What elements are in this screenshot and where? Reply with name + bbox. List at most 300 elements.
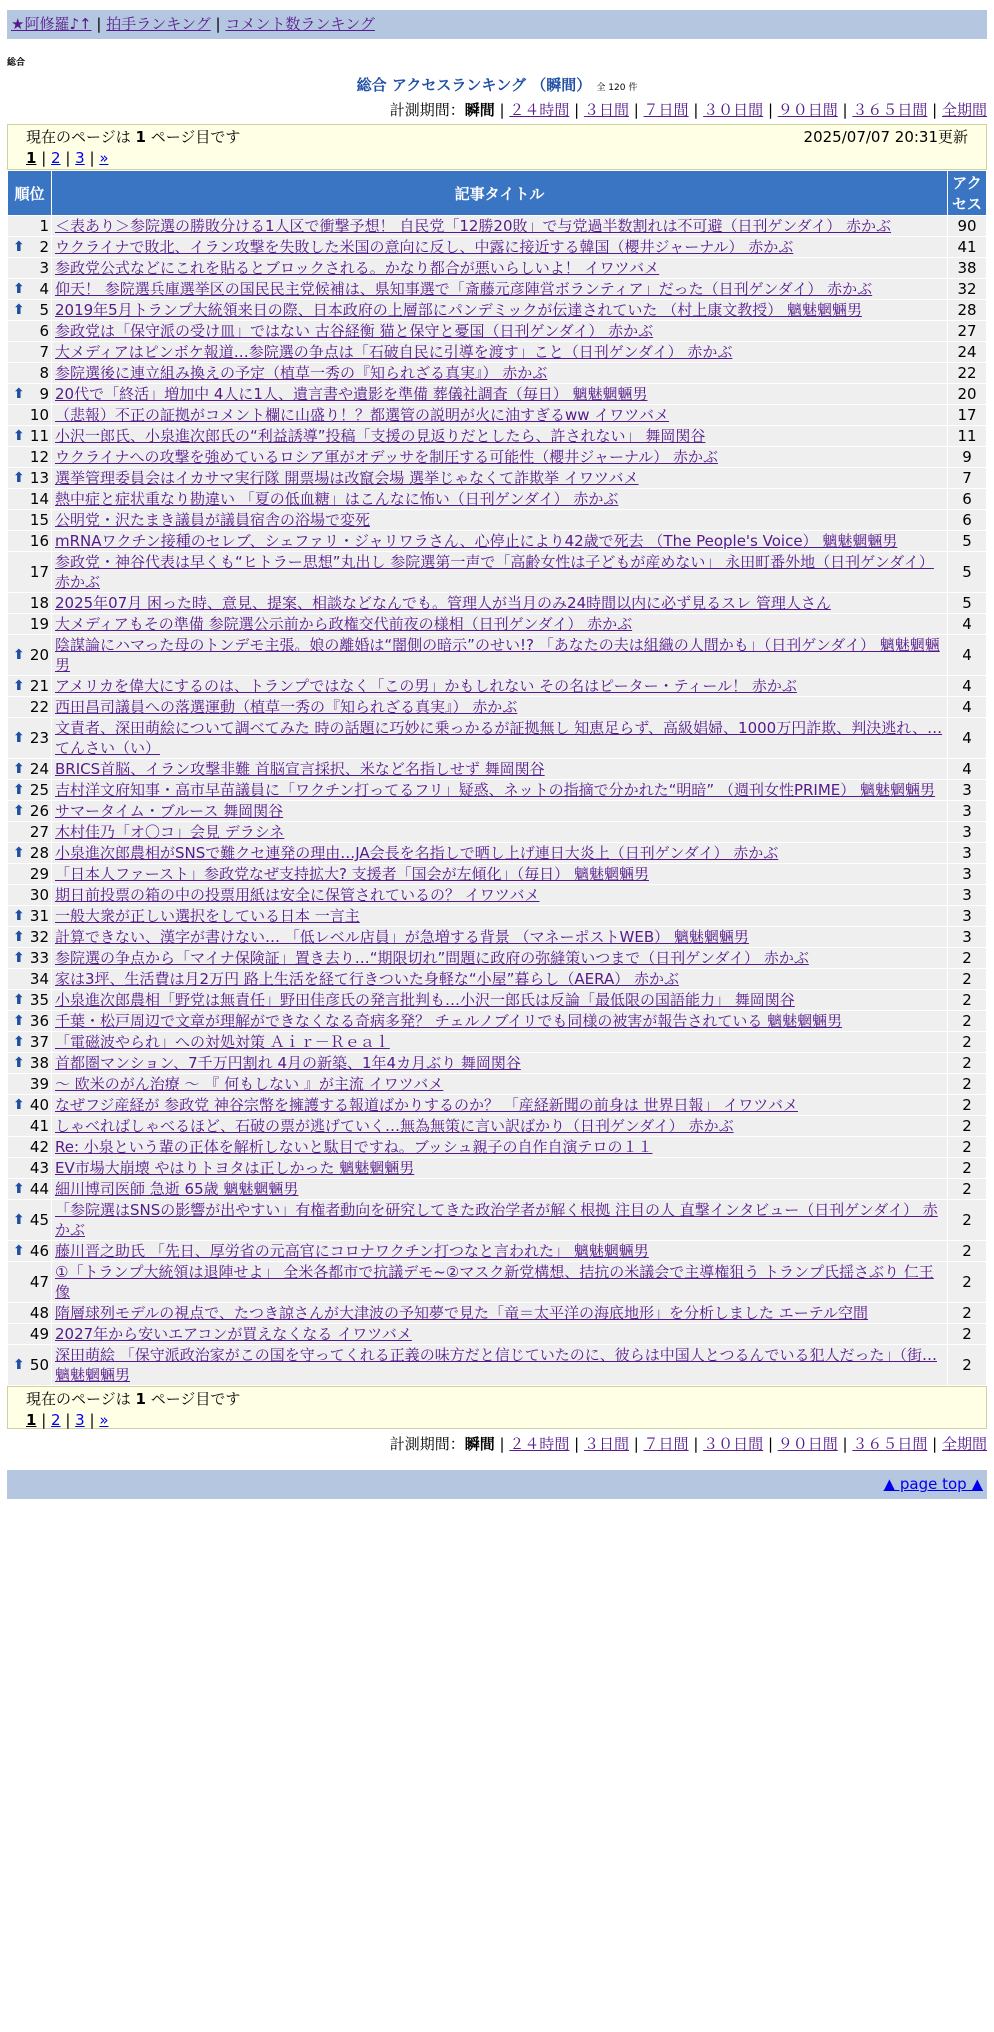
rank-cell	[8, 1116, 52, 1137]
title-cell	[52, 1116, 948, 1137]
pager-separator: |	[60, 149, 76, 167]
page-status	[26, 127, 240, 148]
table-row	[8, 969, 987, 990]
page-status	[26, 1389, 240, 1410]
access-count: 22	[948, 363, 987, 384]
title-cell	[52, 1137, 948, 1158]
article-link[interactable]: 参政党公式などにこれを貼るとブロックされる。かなり都合が悪いらしいよ！ イワツバメ	[55, 259, 660, 277]
rank-cell	[8, 593, 52, 614]
rank-up-arrow-icon: ⬆	[13, 992, 25, 1008]
access-count: 6	[948, 510, 987, 531]
rank-cell	[8, 718, 52, 759]
rank-cell	[8, 447, 52, 468]
article-link[interactable]: （悲報）不正の証拠がコメント欄に山盛り！？都選管の説明が火に油すぎるww イワツバメ	[55, 406, 670, 424]
title-cell	[52, 384, 948, 405]
table-row	[8, 1303, 987, 1324]
access-count: 4	[948, 614, 987, 635]
rank-number: 9	[39, 385, 49, 403]
table-row	[8, 384, 987, 405]
page-status-suffix: ページ目です	[150, 1390, 241, 1408]
rank-up-arrow-icon: ⬆	[13, 950, 25, 966]
period-separator: |	[927, 1435, 942, 1453]
title-cell	[52, 342, 948, 363]
article-link[interactable]: 仰天！ 参院選兵庫選挙区の国民民主党候補は、県知事選で「斎藤元彦陣営ボランティア」だった（日刊ゲンダイ） 赤かぶ	[55, 280, 873, 298]
rank-cell	[8, 1303, 52, 1324]
article-link[interactable]: 選挙管理委員会はイカサマ実行隊 開票場は改竄会場 選挙じゃなくて詐欺挙 イワツバメ	[55, 469, 639, 487]
access-count: 41	[948, 237, 987, 258]
article-link[interactable]: 小泉進次郎農相「野党は無責任」野田佳彦氏の発言批判も…小沢一郎氏は反論「最低限の国語能力」 舞岡関谷	[55, 991, 795, 1009]
article-link[interactable]: サマータイム・ブルース 舞岡関谷	[55, 802, 284, 820]
title-cell	[52, 447, 948, 468]
table-row	[8, 1095, 987, 1116]
article-link[interactable]: 参政党・神谷代表は早くも“ヒトラー思想”丸出し 参院選第一声で「高齢女性は子どもが産めない」 永田町番外地（日刊ゲンダイ） 赤かぶ	[55, 553, 934, 591]
table-row	[8, 552, 987, 593]
table-row	[8, 258, 987, 279]
article-link[interactable]: ウクライナで敗北、イラン攻撃を失敗した米国の意向に反し、中露に接近する韓国（櫻井ジャーナル） 赤かぶ	[55, 238, 794, 256]
rank-cell	[8, 531, 52, 552]
article-link[interactable]: 「日本人ファースト」参政党なぜ支持拡大? 支援者「国会が左傾化」（毎日） 魑魅魍魎男	[55, 865, 649, 883]
rank-cell	[8, 948, 52, 969]
table-row	[8, 759, 987, 780]
article-link[interactable]: Re: 小泉という輩の正体を解析しないと駄目ですね。ブッシュ親子の自作自演テロの１１	[55, 1138, 653, 1156]
period-separator: |	[628, 101, 644, 119]
pager-next-link[interactable]: »	[99, 1411, 109, 1429]
access-count: 20	[948, 384, 987, 405]
rank-up-arrow-icon: ⬆	[13, 386, 25, 402]
rank-number: 48	[29, 1304, 49, 1322]
title-cell	[52, 593, 948, 614]
pagination-box-bottom	[7, 1386, 987, 1429]
pager-separator: |	[36, 149, 52, 167]
table-row	[8, 718, 987, 759]
rank-number: 35	[29, 991, 49, 1009]
title-cell	[52, 489, 948, 510]
title-cell	[52, 969, 948, 990]
table-row	[8, 531, 987, 552]
pager-separator: |	[84, 1411, 100, 1429]
table-row	[8, 948, 987, 969]
top-navigation	[7, 10, 987, 39]
rank-number: 32	[29, 928, 49, 946]
period-option[interactable]: ２４時間	[509, 1435, 570, 1453]
table-row	[8, 1324, 987, 1345]
article-link[interactable]: 藤川晋之助氏 「先日、厚労省の元高官にコロナワクチン打つなと言われた」 魑魅魍魎男	[55, 1242, 649, 1260]
period-option[interactable]: ２４時間	[509, 101, 570, 119]
access-count: 2	[948, 1262, 987, 1303]
period-label: 計測期間：	[389, 1435, 465, 1453]
access-count: 2	[948, 1200, 987, 1241]
rank-number: 8	[39, 364, 49, 382]
rank-number: 4	[39, 280, 49, 298]
period-separator: |	[688, 101, 704, 119]
period-separator: |	[763, 1435, 778, 1453]
table-row	[8, 990, 987, 1011]
title-cell	[52, 552, 948, 593]
title-cell	[52, 1200, 948, 1241]
title-cell	[52, 1032, 948, 1053]
title-cell	[52, 1011, 948, 1032]
article-link[interactable]: 熱中症と症状重なり勘違い 「夏の低血糖」はこんなに怖い（日刊ゲンダイ） 赤かぶ	[55, 490, 619, 508]
rank-cell	[8, 822, 52, 843]
table-row	[8, 780, 987, 801]
article-link[interactable]: アメリカを偉大にするのは、トランプではなく「この男」かもしれない その名はピーター・ティール！ 赤かぶ	[55, 677, 797, 695]
period-label: 計測期間：	[389, 101, 465, 119]
table-row	[8, 614, 987, 635]
article-link[interactable]: BRICS首脳、イラン攻撃非難 首脳宣言採択、米など名指しせず 舞岡関谷	[55, 760, 545, 778]
access-count: 3	[948, 885, 987, 906]
page-status-row	[26, 1389, 968, 1410]
title-cell	[52, 780, 948, 801]
period-selector	[7, 99, 987, 120]
rank-cell	[8, 780, 52, 801]
pager-page-link[interactable]: 2	[51, 1411, 61, 1429]
access-count: 5	[948, 531, 987, 552]
rank-up-arrow-icon: ⬆	[13, 1357, 25, 1373]
title-cell	[52, 1158, 948, 1179]
pager	[26, 148, 968, 169]
period-separator: |	[628, 1435, 644, 1453]
updated-timestamp: 2025/07/07 20:31更新	[803, 128, 968, 146]
rank-number: 45	[29, 1211, 49, 1229]
rank-number: 21	[29, 677, 49, 695]
title-cell	[52, 635, 948, 676]
rank-cell	[8, 363, 52, 384]
rank-cell	[8, 468, 52, 489]
rank-number: 20	[29, 646, 49, 664]
pager-page-link[interactable]: 3	[75, 1411, 85, 1429]
rank-up-arrow-icon: ⬆	[13, 647, 25, 663]
rank-cell	[8, 384, 52, 405]
rank-number: 37	[29, 1033, 49, 1051]
article-link[interactable]: 深田萌絵 「保守派政治家がこの国を守ってくれる正義の味方だと信じていたのに、彼らは中国人とつるんでいる犯人だった」（街… 魑魅魍魎男	[55, 1346, 937, 1384]
comment-ranking-link[interactable]: コメント数ランキング	[225, 15, 375, 33]
rank-number: 31	[29, 907, 49, 925]
period-option[interactable]: ３日間	[583, 101, 629, 119]
rank-cell	[8, 489, 52, 510]
title-cell	[52, 801, 948, 822]
title-cell	[52, 1053, 948, 1074]
current-page-number: 1	[135, 1390, 146, 1408]
article-link[interactable]: 細川博司医師 急逝 65歳 魑魅魍魎男	[55, 1180, 299, 1198]
period-option[interactable]: ３０日間	[703, 101, 764, 119]
table-row	[8, 822, 987, 843]
access-count: 2	[948, 1053, 987, 1074]
article-link[interactable]: 「参院選はSNSの影響が出やすい」有権者動向を研究してきた政治学者が解く根拠 注目の人 直撃インタビュー（日刊ゲンダイ） 赤かぶ	[55, 1201, 938, 1239]
access-count: 4	[948, 635, 987, 676]
rank-cell	[8, 843, 52, 864]
footer-bar	[7, 1470, 987, 1499]
page-status-prefix: 現在のページは	[26, 128, 131, 146]
table-row	[8, 321, 987, 342]
rank-cell	[8, 426, 52, 447]
access-count: 17	[948, 405, 987, 426]
rank-number: 12	[29, 448, 49, 466]
article-link[interactable]: mRNAワクチン接種のセレブ、シェファリ・ジャリワラさん、心停止により42歳で死去 （The People's Voice） 魑魅魍魎男	[55, 532, 898, 550]
period-separator: |	[494, 101, 510, 119]
rank-number: 13	[29, 469, 49, 487]
home-link[interactable]: ★阿修羅♪↑	[11, 15, 92, 33]
access-count: 2	[948, 1345, 987, 1386]
period-option[interactable]: ９０日間	[777, 1435, 838, 1453]
rank-cell	[8, 1074, 52, 1095]
access-count: 2	[948, 1137, 987, 1158]
page-top-link[interactable]: ▲ page top ▲	[883, 1475, 983, 1493]
rank-number: 7	[39, 343, 49, 361]
pager-page-link[interactable]: 2	[51, 149, 61, 167]
rank-up-arrow-icon: ⬆	[13, 1243, 25, 1259]
period-option[interactable]: ３０日間	[703, 1435, 764, 1453]
title-cell	[52, 885, 948, 906]
article-link[interactable]: 家は3坪、生活費は月2万円 路上生活を経て行きついた身軽な“小屋”暮らし（AERA） 赤かぶ	[55, 970, 679, 988]
title-cell	[52, 948, 948, 969]
rank-number: 38	[29, 1054, 49, 1072]
article-link[interactable]: 西田昌司議員への落選運動（植草一秀の『知られざる真実』） 赤かぶ	[55, 698, 518, 716]
table-row	[8, 447, 987, 468]
period-current: 瞬間	[464, 101, 495, 119]
title-cell	[52, 321, 948, 342]
article-link[interactable]: しゃべればしゃべるほど、石破の票が逃げていく…無為無策に言い訳ばかり（日刊ゲンダイ） 赤かぶ	[55, 1117, 734, 1135]
table-row	[8, 1241, 987, 1262]
table-row	[8, 1137, 987, 1158]
period-option[interactable]: ３６５日間	[852, 101, 928, 119]
nav-separator: |	[215, 15, 226, 33]
table-row	[8, 593, 987, 614]
article-link[interactable]: 参院選後に連立組み換えの予定（植草一秀の『知られざる真実』） 赤かぶ	[55, 364, 548, 382]
access-count: 3	[948, 780, 987, 801]
access-count: 3	[948, 843, 987, 864]
table-row	[8, 906, 987, 927]
article-link[interactable]: 千葉・松戸周辺で文章が理解ができなくなる奇病多発？ チェルノブイリでも同様の被害が報告されている 魑魅魍魎男	[55, 1012, 843, 1030]
rank-up-arrow-icon: ⬆	[13, 1097, 25, 1113]
period-separator: |	[837, 101, 853, 119]
article-link[interactable]: 期日前投票の箱の中の投票用紙は安全に保管されているの？ イワツバメ	[55, 886, 540, 904]
article-link[interactable]: 公明党・沢たまき議員が議員宿舎の浴場で変死	[55, 511, 371, 529]
ranking-title: 総合 アクセスランキング （瞬間）	[356, 76, 592, 94]
period-option[interactable]: ９０日間	[777, 101, 838, 119]
clap-ranking-link[interactable]: 拍手ランキング	[106, 15, 211, 33]
rank-cell	[8, 300, 52, 321]
rank-up-arrow-icon: ⬆	[13, 1055, 25, 1071]
period-option[interactable]: 全期間	[941, 101, 987, 119]
article-link[interactable]: EV市場大崩壊 やはりトヨタは正しかった 魑魅魍魎男	[55, 1159, 415, 1177]
rank-number: 3	[39, 259, 49, 277]
period-option[interactable]: 全期間	[941, 1435, 987, 1453]
table-row	[8, 1116, 987, 1137]
article-link[interactable]: 2025年07月 困った時、意見、提案、相談などなんでも。管理人が当月のみ24時間以内に必ず見るスレ 管理人さん	[55, 594, 831, 612]
access-count: 2	[948, 948, 987, 969]
rank-number: 34	[29, 970, 49, 988]
table-row	[8, 864, 987, 885]
table-row	[8, 405, 987, 426]
rank-cell	[8, 258, 52, 279]
table-row	[8, 1179, 987, 1200]
article-link[interactable]: 大メディアはピンボケ報道…参院選の争点は「石破自民に引導を渡す」こと（日刊ゲンダイ） 赤かぶ	[55, 343, 733, 361]
table-row	[8, 510, 987, 531]
rank-number: 14	[29, 490, 49, 508]
access-count: 27	[948, 321, 987, 342]
table-row	[8, 1074, 987, 1095]
table-row	[8, 216, 987, 237]
rank-cell	[8, 614, 52, 635]
table-row	[8, 635, 987, 676]
title-cell	[52, 843, 948, 864]
title-cell	[52, 1324, 948, 1345]
rank-number: 43	[29, 1159, 49, 1177]
rank-number: 17	[29, 563, 49, 581]
pager-page-link[interactable]: 3	[75, 149, 85, 167]
access-count: 28	[948, 300, 987, 321]
period-option[interactable]: ３６５日間	[852, 1435, 928, 1453]
article-link[interactable]: なぜフジ産経が 参政党 神谷宗幣を擁護する報道ばかりするのか？ 「産経新聞の前身は 世界日報」 イワツバメ	[55, 1096, 798, 1114]
rank-number: 33	[29, 949, 49, 967]
rank-cell	[8, 759, 52, 780]
rank-up-arrow-icon: ⬆	[13, 239, 25, 255]
period-option[interactable]: ７日間	[643, 1435, 689, 1453]
rank-number: 19	[29, 615, 49, 633]
article-link[interactable]: 陰謀論にハマった母のトンデモ主張。娘の離婚は“闇側の暗示”のせい!? 「あなたの夫は組織の人間かも」（日刊ゲンダイ） 魑魅魍魎男	[55, 636, 940, 674]
pager-current-page: 1	[26, 149, 37, 167]
table-row	[8, 237, 987, 258]
pager-separator: |	[84, 149, 100, 167]
article-link[interactable]: 2027年から安いエアコンが買えなくなる イワツバメ	[55, 1325, 412, 1343]
rank-up-arrow-icon: ⬆	[13, 803, 25, 819]
article-link[interactable]: 隋層球列モデルの視点で、たつき諒さんが大津波の予知夢で見た「竜＝太平洋の海底地形」を分析しました エーテル空間	[55, 1304, 868, 1322]
article-link[interactable]: 大メディアもその準備 参院選公示前から政権交代前夜の様相（日刊ゲンダイ） 赤かぶ	[55, 615, 633, 633]
access-count: 24	[948, 342, 987, 363]
rank-cell	[8, 676, 52, 697]
period-separator: |	[494, 1435, 510, 1453]
table-row	[8, 279, 987, 300]
access-header: アクセス	[948, 171, 987, 216]
rank-cell	[8, 1011, 52, 1032]
access-count: 4	[948, 697, 987, 718]
access-count: 4	[948, 759, 987, 780]
title-cell	[52, 1345, 948, 1386]
rank-number: 16	[29, 532, 49, 550]
access-count: 6	[948, 489, 987, 510]
period-separator: |	[569, 1435, 584, 1453]
article-link[interactable]: ＜表あり＞参院選の勝敗分ける1人区で衝撃予想！ 自民党「12勝20敗」で与党過半数割れは不可避（日刊ゲンダイ） 赤かぶ	[55, 217, 892, 235]
rank-number: 28	[29, 844, 49, 862]
title-header: 記事タイトル	[52, 171, 948, 216]
article-link[interactable]: 参院選の争点から「マイナ保険証」置き去り…“期限切れ”問題に政府の弥縫策いつまで（日刊ゲンダイ） 赤かぶ	[55, 949, 809, 967]
article-link[interactable]: ウクライナへの攻撃を強めているロシア軍がオデッサを制圧する可能性（櫻井ジャーナル） 赤かぶ	[55, 448, 718, 466]
article-link[interactable]: ①「トランプ大統領は退陣せよ」 全米各都市で抗議デモ~②マスク新党構想、拮抗の米議会で主導権狙う トランプ氏揺さぶり 仁王像	[55, 1263, 934, 1301]
genre-label: 総合	[7, 58, 26, 68]
title-cell	[52, 1179, 948, 1200]
rank-cell	[8, 1200, 52, 1241]
rank-up-arrow-icon: ⬆	[13, 470, 25, 486]
period-option[interactable]: ７日間	[643, 101, 689, 119]
article-link[interactable]: 小泉進次郎農相がSNSで難クセ連発の理由…JA会長を名指しで晒し上げ連日大炎上（日刊ゲンダイ） 赤かぶ	[55, 844, 779, 862]
access-count: 2	[948, 1032, 987, 1053]
article-link[interactable]: 一般大衆が正しい選択をしている日本 一言主	[55, 907, 360, 925]
access-count: 2	[948, 1095, 987, 1116]
table-row	[8, 1158, 987, 1179]
title-cell	[52, 864, 948, 885]
rank-number: 10	[29, 406, 49, 424]
page-status-prefix: 現在のページは	[26, 1390, 131, 1408]
page-status-suffix: ページ目です	[150, 128, 241, 146]
rank-number: 5	[39, 301, 49, 319]
rank-up-arrow-icon: ⬆	[13, 929, 25, 945]
period-option[interactable]: ３日間	[583, 1435, 629, 1453]
title-cell	[52, 822, 948, 843]
rank-number: 18	[29, 594, 49, 612]
table-row	[8, 676, 987, 697]
period-separator: |	[688, 1435, 704, 1453]
access-count: 2	[948, 1074, 987, 1095]
access-count: 4	[948, 718, 987, 759]
rank-up-arrow-icon: ⬆	[13, 1181, 25, 1197]
article-link[interactable]: 参政党は「保守派の受け皿」ではない 古谷経衡 猫と保守と憂国（日刊ゲンダイ） 赤かぶ	[55, 322, 654, 340]
title-cell	[52, 426, 948, 447]
page-status-row	[26, 127, 968, 148]
article-link[interactable]: 首都圏マンション、7千万円割れ 4月の新築、1年4カ月ぶり 舞岡関谷	[55, 1054, 521, 1072]
rank-number: 50	[29, 1356, 49, 1374]
rank-number: 6	[39, 322, 49, 340]
article-link[interactable]: 吉村洋文府知事・高市早苗議員に「ワクチン打ってるフリ」疑惑、ネットの指摘で分かれた“明暗” （週刊女性PRIME） 魑魅魍魎男	[55, 781, 936, 799]
article-link[interactable]: 小沢一郎氏、小泉進次郎氏の“利益誘導”投稿「支援の見返りだとしたら、許されない」 舞岡関谷	[55, 427, 706, 445]
title-cell	[52, 1095, 948, 1116]
current-page-number: 1	[135, 128, 146, 146]
rank-cell	[8, 216, 52, 237]
period-separator: |	[927, 101, 942, 119]
rank-cell	[8, 279, 52, 300]
rank-up-arrow-icon: ⬆	[13, 302, 25, 318]
rank-number: 24	[29, 760, 49, 778]
pager-next-link[interactable]: »	[99, 149, 109, 167]
rank-up-arrow-icon: ⬆	[13, 1034, 25, 1050]
period-current: 瞬間	[464, 1435, 495, 1453]
rank-up-arrow-icon: ⬆	[13, 761, 25, 777]
period-separator: |	[569, 101, 584, 119]
rank-cell	[8, 697, 52, 718]
article-link[interactable]: 文責者、深田萌絵について調べてみた 時の話題に巧妙に乗っかるが証拠無し 知恵足らず、高級娼婦、1000万円詐欺、判決逃れ、… てんさい（い）	[55, 719, 943, 757]
access-count: 3	[948, 906, 987, 927]
pager-current-page: 1	[26, 1411, 37, 1429]
title-cell	[52, 1074, 948, 1095]
rank-up-arrow-icon: ⬆	[13, 281, 25, 297]
rank-cell	[8, 885, 52, 906]
total-count: 全 120 件	[596, 83, 638, 93]
title-cell	[52, 300, 948, 321]
rank-cell	[8, 990, 52, 1011]
table-row	[8, 489, 987, 510]
article-link[interactable]: 2019年5月トランプ大統領来日の際、日本政府の上層部にパンデミックが伝達されていた （村上康文教授） 魑魅魍魎男	[55, 301, 862, 319]
access-count: 3	[948, 864, 987, 885]
access-count: 7	[948, 468, 987, 489]
article-link[interactable]: ～ 欧米のがん治療 ～ 『 何もしない 』が主流 イワツバメ	[55, 1075, 444, 1093]
article-link[interactable]: 20代で「終活」増加中 4人に1人、遺言書や遺影を準備 葬儀社調査（毎日） 魑魅魍魎男	[55, 385, 648, 403]
title-cell	[52, 1262, 948, 1303]
title-cell	[52, 759, 948, 780]
rank-cell	[8, 969, 52, 990]
article-link[interactable]: 計算できない、漢字が書けない… 「低レベル店員」が急増する背景 （マネーポストWEB） 魑魅魍魎男	[55, 928, 749, 946]
article-link[interactable]: 「電磁波やられ」への対処対策 Ａｉｒ－Ｒｅａｌ	[55, 1033, 390, 1051]
access-count: 4	[948, 676, 987, 697]
pager-separator: |	[36, 1411, 52, 1429]
access-count: 2	[948, 1241, 987, 1262]
table-row	[8, 927, 987, 948]
pager	[26, 1410, 968, 1431]
rank-cell	[8, 237, 52, 258]
table-row	[8, 1200, 987, 1241]
rank-up-arrow-icon: ⬆	[13, 1212, 25, 1228]
rank-up-arrow-icon: ⬆	[13, 782, 25, 798]
article-link[interactable]: 木村佳乃「オ〇コ」会見 デラシネ	[55, 823, 285, 841]
rank-number: 36	[29, 1012, 49, 1030]
